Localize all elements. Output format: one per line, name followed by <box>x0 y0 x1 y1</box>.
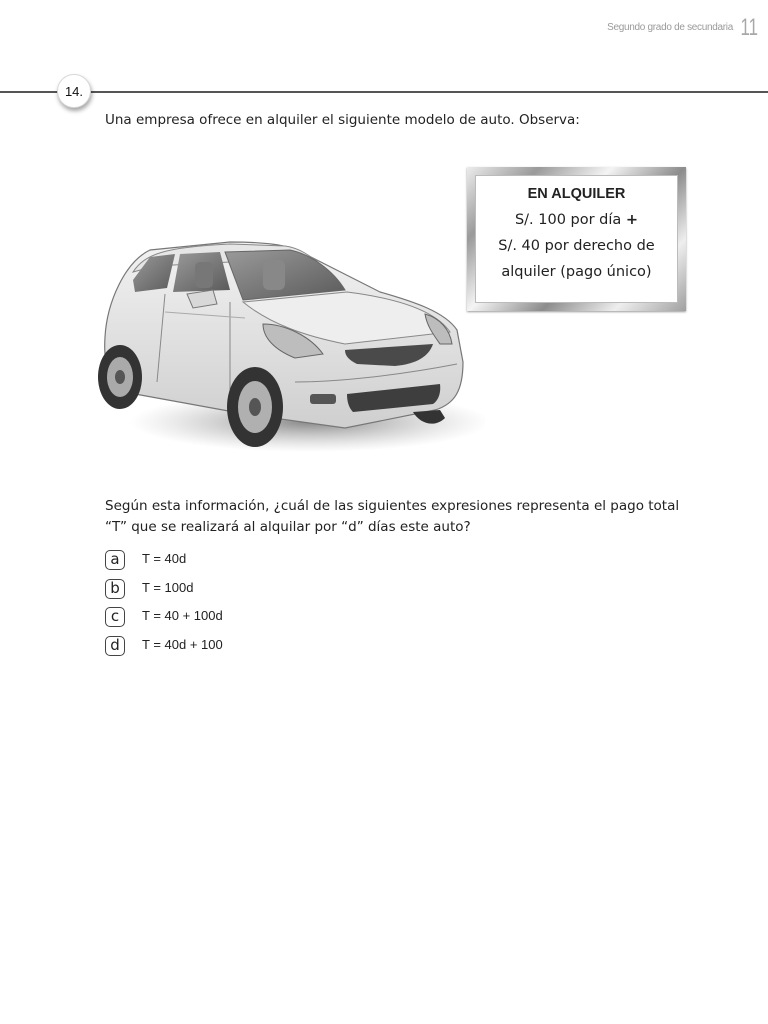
offer-title: EN ALQUILER <box>527 186 626 202</box>
question-prompt: Una empresa ofrece en alquiler el siguiente modelo de auto. Observa: <box>105 112 580 128</box>
option-expression: T = 100d <box>142 579 194 595</box>
offer-line-fee-note: alquiler (pago único) <box>501 264 652 280</box>
question-stem <box>105 496 705 538</box>
offer-plus-sign: + <box>625 212 639 228</box>
option-expression: T = 40d + 100 <box>142 636 223 652</box>
offer-line-fee: S/. 40 por derecho de <box>498 238 655 254</box>
option-letter: d <box>105 636 125 656</box>
option-letter: c <box>105 607 125 627</box>
option-expression: T = 40 + 100d <box>142 608 223 623</box>
option-letter: b <box>105 579 125 599</box>
car-illustration <box>95 232 485 462</box>
question-stem-line-2: “T” que se realizará al alquilar por “d” días este auto? <box>105 519 471 535</box>
page-number: 11 <box>740 14 758 41</box>
offer-line-daily-rate <box>476 207 677 233</box>
rental-offer-box <box>467 167 686 311</box>
header-grade-label: Segundo grado de secundaria <box>607 22 733 33</box>
question-number-badge: 14. <box>57 74 91 108</box>
section-divider <box>0 91 768 93</box>
option-letter: a <box>105 550 125 570</box>
option-expression: T = 40d <box>142 551 187 566</box>
question-stem-line-1: Según esta información, ¿cuál de las siguientes expresiones representa el pago total <box>105 498 680 514</box>
offer-daily-rate-text: S/. 100 por día <box>514 212 622 228</box>
